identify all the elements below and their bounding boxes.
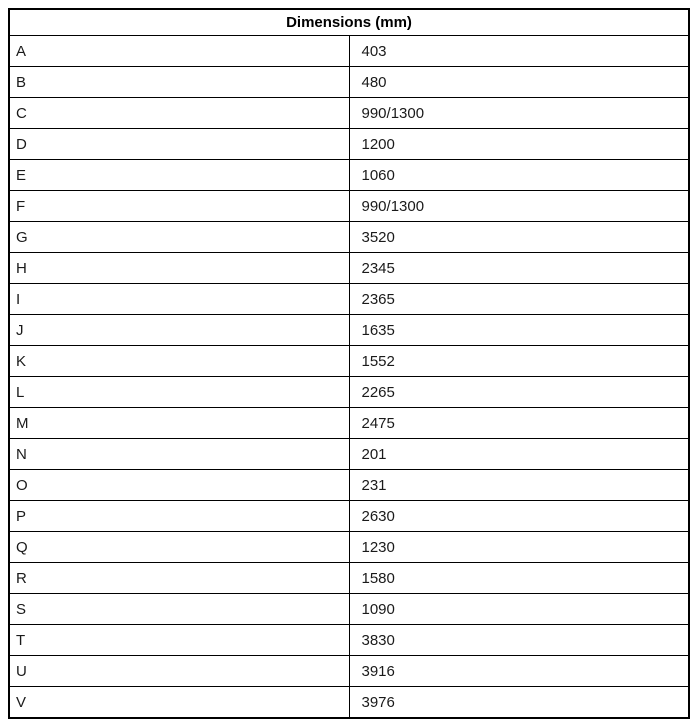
dimension-value-cell: 990/1300	[349, 98, 689, 129]
dimension-label-cell: E	[9, 160, 349, 191]
dimension-value-cell: 990/1300	[349, 191, 689, 222]
dimension-label-cell: C	[9, 98, 349, 129]
dimension-value-cell: 1200	[349, 129, 689, 160]
dimension-label-cell: S	[9, 594, 349, 625]
table-row	[9, 222, 689, 253]
dimension-value-cell: 2475	[349, 408, 689, 439]
dimension-label-cell: J	[9, 315, 349, 346]
dimension-label-cell: Q	[9, 532, 349, 563]
dimension-label-cell: M	[9, 408, 349, 439]
dimension-value-cell: 1230	[349, 532, 689, 563]
table-row	[9, 98, 689, 129]
table-row	[9, 594, 689, 625]
table-row	[9, 625, 689, 656]
dimension-value-cell: 1635	[349, 315, 689, 346]
dimension-value-cell: 1060	[349, 160, 689, 191]
dimension-value-cell: 3830	[349, 625, 689, 656]
dimension-label-cell: A	[9, 36, 349, 67]
dimension-value-cell: 2365	[349, 284, 689, 315]
dimension-value-cell: 201	[349, 439, 689, 470]
dimension-value-cell: 2265	[349, 377, 689, 408]
table-row	[9, 687, 689, 719]
dimension-label-cell: L	[9, 377, 349, 408]
dimensions-table	[8, 8, 690, 719]
dimension-label-cell: T	[9, 625, 349, 656]
table-row	[9, 315, 689, 346]
table-row	[9, 439, 689, 470]
dimension-value-cell: 2345	[349, 253, 689, 284]
dimension-label-cell: R	[9, 563, 349, 594]
dimension-value-cell: 1552	[349, 346, 689, 377]
dimension-value-cell: 1580	[349, 563, 689, 594]
table-row	[9, 377, 689, 408]
table-title: Dimensions (mm)	[9, 9, 689, 36]
table-row	[9, 67, 689, 98]
dimension-label-cell: P	[9, 501, 349, 532]
dimension-value-cell: 3916	[349, 656, 689, 687]
dimension-label-cell: B	[9, 67, 349, 98]
table-row	[9, 532, 689, 563]
table-row	[9, 656, 689, 687]
dimension-value-cell: 1090	[349, 594, 689, 625]
table-row	[9, 501, 689, 532]
dimension-value-cell: 403	[349, 36, 689, 67]
dimension-value-cell: 231	[349, 470, 689, 501]
table-row	[9, 36, 689, 67]
table-row	[9, 408, 689, 439]
dimension-label-cell: I	[9, 284, 349, 315]
table-row	[9, 129, 689, 160]
table-row	[9, 563, 689, 594]
dimension-label-cell: K	[9, 346, 349, 377]
table-row	[9, 160, 689, 191]
table-row	[9, 284, 689, 315]
dimension-label-cell: D	[9, 129, 349, 160]
table-row	[9, 253, 689, 284]
table-row	[9, 191, 689, 222]
dimension-value-cell: 480	[349, 67, 689, 98]
dimension-label-cell: V	[9, 687, 349, 719]
dimension-label-cell: G	[9, 222, 349, 253]
table-row	[9, 470, 689, 501]
table-row	[9, 346, 689, 377]
table-head	[9, 9, 689, 36]
dimension-label-cell: N	[9, 439, 349, 470]
dimension-label-cell: U	[9, 656, 349, 687]
header-row	[9, 9, 689, 36]
dimension-label-cell: F	[9, 191, 349, 222]
dimension-value-cell: 3976	[349, 687, 689, 719]
dimension-label-cell: H	[9, 253, 349, 284]
dimension-label-cell: O	[9, 470, 349, 501]
dimension-value-cell: 3520	[349, 222, 689, 253]
table-body	[9, 36, 689, 719]
dimension-value-cell: 2630	[349, 501, 689, 532]
